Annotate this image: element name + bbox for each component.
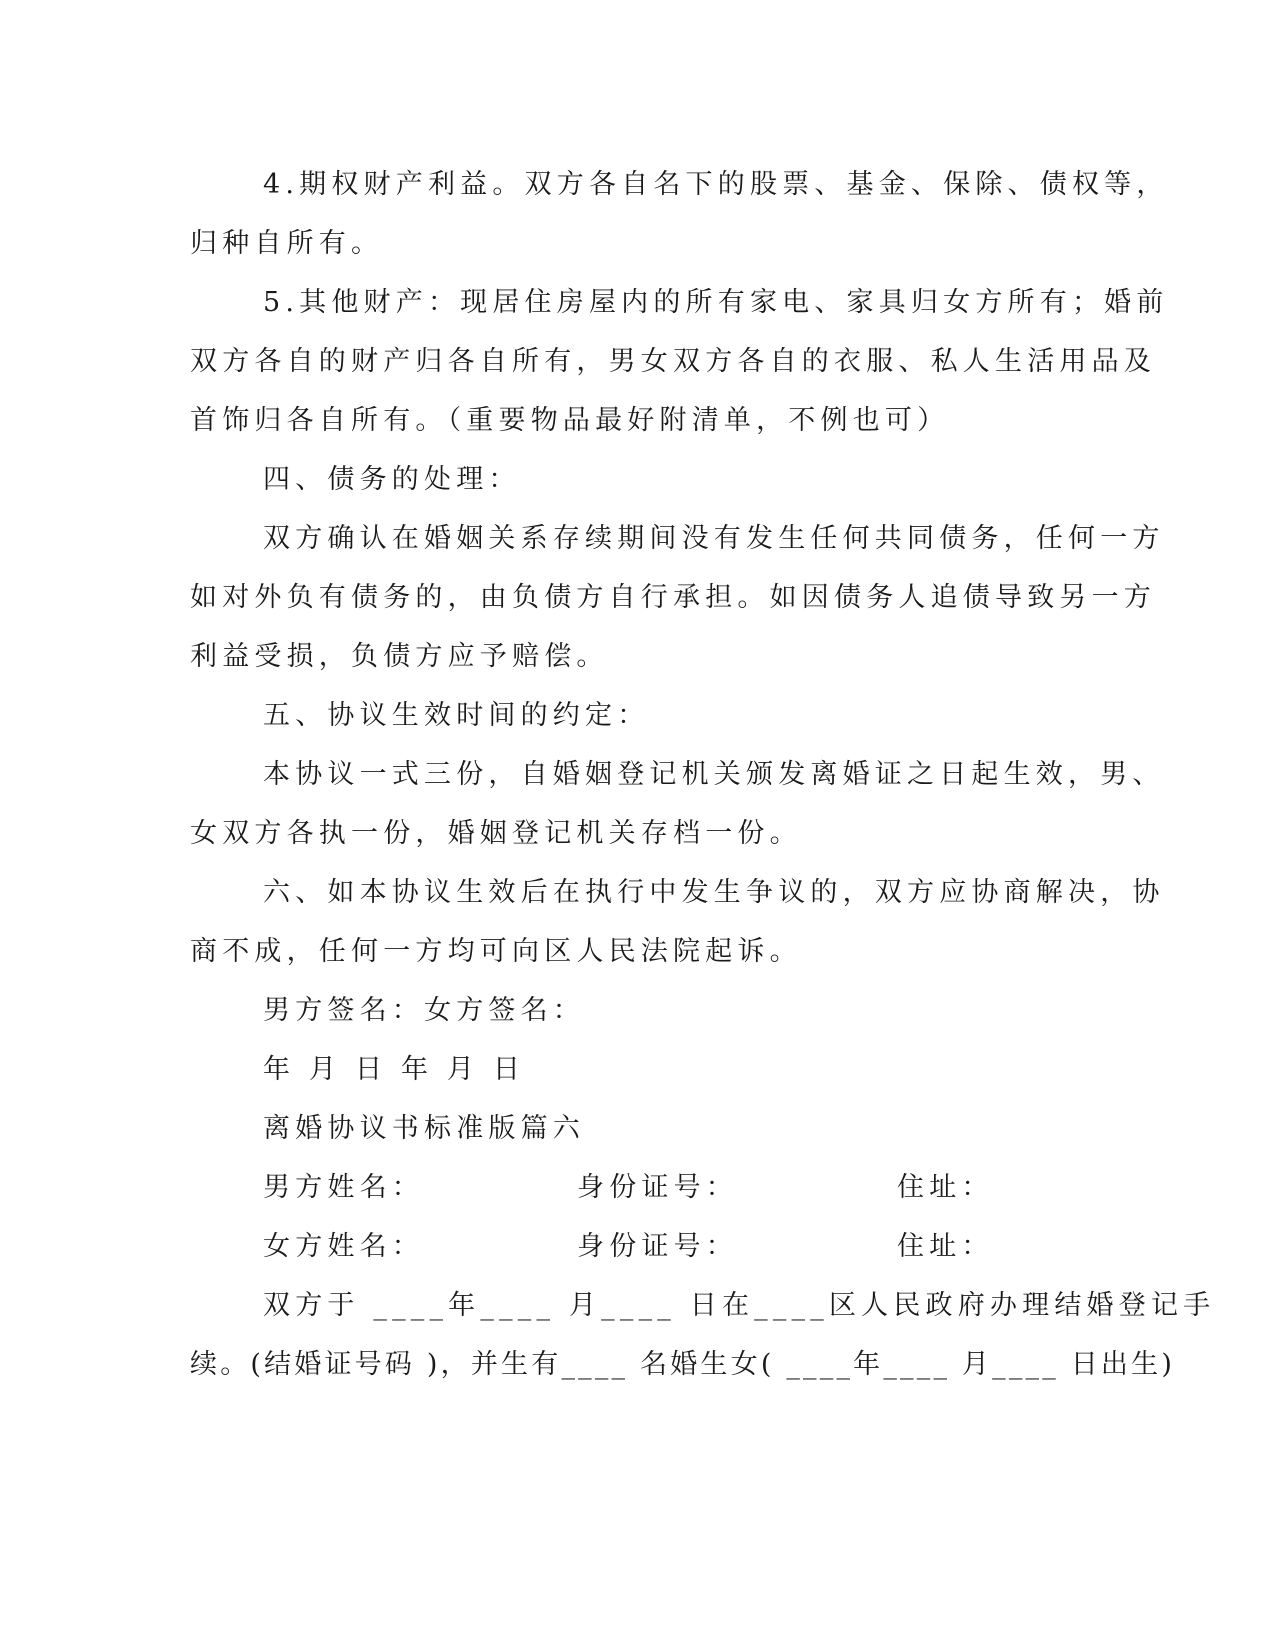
paragraph-line: 本协议一式三份，自婚姻登记机关颁发离婚证之日起生效，男、 bbox=[263, 759, 1165, 790]
male-name-label: 男方姓名： bbox=[263, 1172, 424, 1203]
section-title: 离婚协议书标准版篇六 bbox=[263, 1113, 585, 1144]
female-address-label: 住址： bbox=[897, 1231, 994, 1262]
date-line: 年 月 日 年 月 日 bbox=[263, 1054, 526, 1085]
paragraph-line: 续。(结婚证号码 )，并生有____ 名婚生女( ____年____ 月____ 日出生) bbox=[190, 1349, 1176, 1380]
paragraph-line: 4.期权财产利益。双方各自名下的股票、基金、保除、债权等， bbox=[263, 169, 1169, 200]
paragraph-line: 双方各自的财产归各自所有，男女双方各自的衣服、私人生活用品及 bbox=[190, 346, 1156, 377]
male-address-label: 住址： bbox=[897, 1172, 994, 1203]
paragraph-line: 归种自所有。 bbox=[190, 228, 384, 259]
paragraph-line: 商不成，任何一方均可向区人民法院起诉。 bbox=[190, 936, 802, 967]
female-id-label: 身份证号： bbox=[577, 1231, 738, 1262]
signature-line: 男方签名：女方签名： bbox=[263, 995, 585, 1026]
section-heading: 四、债务的处理： bbox=[263, 464, 521, 495]
female-name-label: 女方姓名： bbox=[263, 1231, 424, 1262]
paragraph-line: 5.其他财产：现居住房屋内的所有家电、家具归女方所有；婚前 bbox=[263, 287, 1169, 318]
male-id-label: 身份证号： bbox=[577, 1172, 738, 1203]
paragraph-line: 双方确认在婚姻关系存续期间没有发生任何共同债务，任何一方 bbox=[263, 523, 1165, 554]
paragraph-line: 如对外负有债务的，由负债方自行承担。如因债务人追债导致另一方 bbox=[190, 582, 1156, 613]
paragraph-line: 利益受损，负债方应予赔偿。 bbox=[190, 641, 609, 672]
section-heading: 五、协议生效时间的约定： bbox=[263, 700, 650, 731]
paragraph-line: 首饰归各自所有。（重要物品最好附清单，不例也可） bbox=[190, 405, 950, 436]
paragraph-line: 六、如本协议生效后在执行中发生争议的，双方应协商解决，协 bbox=[263, 877, 1165, 908]
paragraph-line: 女双方各执一份，婚姻登记机关存档一份。 bbox=[190, 818, 802, 849]
paragraph-line: 双方于 ____年____ 月____ 日在____区人民政府办理结婚登记手 bbox=[263, 1290, 1216, 1321]
